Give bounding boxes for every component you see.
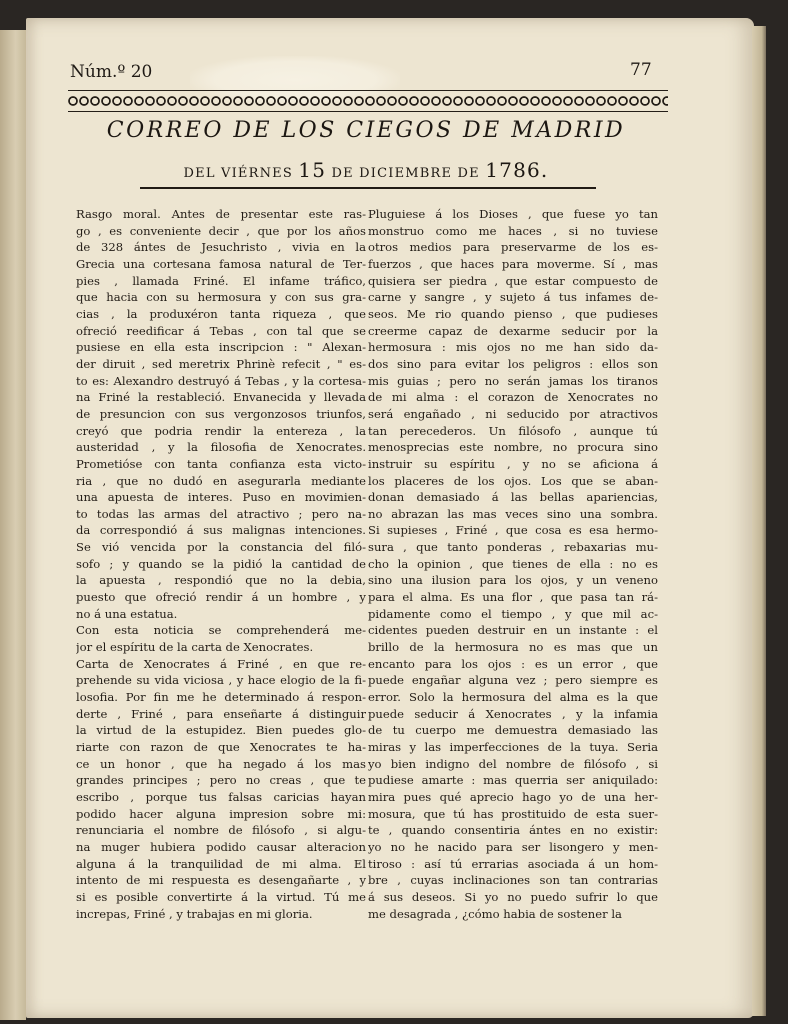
text-line: da correspondió á sus malignas intenciones. (76, 523, 366, 538)
header-rule (140, 187, 596, 189)
text-line: pidamente como el tiempo , y que mil ac- (368, 606, 658, 621)
text-line: pusiese en ella esta inscripcion : " Alexan- (76, 340, 366, 355)
text-line: pudiese amarte : mas querria ser aniquilado: (368, 773, 658, 788)
text-line: mira pues qué aprecio hago yo de una her- (368, 789, 658, 804)
text-line: Carta de Xenocrates á Friné , en que re- (76, 656, 366, 671)
text-line: no abrazan las mas veces sino una sombra. (368, 506, 658, 521)
text-line: mis guias ; pero no serán jamas los tiranos (368, 373, 658, 388)
text-line: hermosura : mis ojos no me han sido da- (368, 340, 658, 355)
text-line: brillo de la hermosura no es mas que un (368, 640, 658, 655)
text-line: Se vió vencida por la constancia del filó- (76, 540, 366, 555)
text-line: bre , cuyas inclinaciones son tan contrarias (368, 873, 658, 888)
left-text-column (76, 206, 366, 922)
text-line: Prometióse con tanta confianza esta victo- (76, 456, 366, 471)
text-line: alguna á la tranquilidad de mi alma. El (76, 856, 366, 871)
dateline-year: 1786. (485, 158, 549, 182)
text-line: de 328 ántes de Jesuchristo , vivia en la (76, 240, 366, 255)
text-line: yo bien indigno del nombre de filósofo , si (368, 756, 658, 771)
text-line: me desagrada , ¿cómo habia de sostener la (368, 906, 622, 921)
text-line: cias , la produxéron tanta riqueza , que (76, 306, 366, 321)
text-line: carne y sangre , y sujeto á tus infames de- (368, 290, 658, 305)
text-line: que hacia con su hermosura y con sus gra- (76, 290, 366, 305)
text-line: jor el espíritu de la carta de Xenocrates. (76, 640, 314, 655)
newspaper-title: CORREO DE LOS CIEGOS DE MADRID (106, 118, 626, 143)
text-line: de mi alma : el corazon de Xenocrates no (368, 390, 658, 405)
text-line: yo no he nacido para ser lisongero y men- (368, 839, 658, 854)
text-line: Si supieses , Friné , que cosa es esa hermo- (368, 523, 658, 538)
text-line: ofreció reedificar á Tebas , con tal que se (76, 323, 366, 338)
text-line: tiroso : así tú errarias asociada á un hom- (368, 856, 658, 871)
text-line: to todas las armas del atractivo ; pero na- (76, 506, 366, 521)
text-line: grandes principes ; pero no creas , que te (76, 773, 366, 788)
text-line: quisiera ser piedra , que estar compuesto de (368, 273, 658, 288)
text-line: de tu cuerpo me demuestra demasiado las (368, 723, 658, 738)
text-line: losofia. Por fin me he determinado á respon- (76, 690, 366, 705)
text-line: ce un honor , que ha negado á los mas (76, 756, 366, 771)
text-line: riarte con razon de que Xenocrates te ha- (76, 740, 366, 754)
text-line: para el alma. Es una flor , que pasa tan rá- (368, 590, 658, 605)
text-line: puede engañar alguna vez ; pero siempre es (368, 673, 658, 688)
text-line: Rasgo moral. Antes de presentar este ras- (76, 207, 366, 221)
text-line: á sus deseos. Si yo no puedo sufrir lo que (368, 889, 658, 904)
text-line: to es: Alexandro destruyó á Tebas , y la cortesa- (76, 373, 366, 388)
text-line: austeridad , y la filosofia de Xenocrates. (76, 440, 366, 455)
text-line: na muger hubiera podido causar alteracion (76, 839, 366, 854)
text-line: te , quando consentiria ántes en no existir: (368, 823, 658, 838)
decorative-border-ornament (68, 90, 668, 112)
text-line: sura , que tanto ponderas , rebaxarias mu- (368, 540, 658, 555)
text-line: increpas, Friné , y trabajas en mi gloria. (76, 906, 313, 921)
text-line: sino una ilusion para los ojos, y un veneno (368, 573, 658, 588)
right-text-column (368, 206, 658, 922)
text-line: der diruit , sed meretrix Phrinè refecit , " es- (76, 356, 366, 371)
text-line: Con esta noticia se comprehenderá me- (76, 623, 366, 638)
issue-number: Núm.º 20 (70, 62, 153, 82)
text-line: dos sino para evitar los peligros : ellos son (368, 356, 658, 371)
text-line: podido hacer alguna impresion sobre mi: (76, 806, 366, 821)
text-line: renunciaria el nombre de filósofo , si algu- (76, 823, 366, 838)
text-line: seos. Me rio quando pienso , que pudieses (368, 306, 658, 321)
text-line: escribo , porque tus falsas caricias hayan (76, 789, 366, 804)
page-number: 77 (630, 60, 652, 80)
text-line: fuerzos , que haces para moverme. Sí , mas (368, 256, 658, 271)
text-line: encanto para los ojos : es un error , que (368, 656, 658, 671)
text-line: sofo ; y quando se la pidió la cantidad de (76, 556, 366, 571)
text-line: cidentes pueden destruir en un instante : el (368, 623, 658, 638)
text-line: puede seducir á Xenocrates , y la infamia (368, 706, 658, 721)
text-line: cho la opinion , que tienes de ella : no es (368, 556, 658, 571)
text-line: error. Solo la hermosura del alma es la que (368, 690, 658, 705)
text-line: go , es conveniente decir , que por los años (76, 223, 366, 238)
dateline-middle: DE DICIEMBRE DE (331, 166, 480, 181)
text-line: una apuesta de interes. Puso en movimien- (76, 490, 366, 505)
text-line: los placeres de los ojos. Los que se aban- (368, 473, 658, 488)
text-line: puesto que ofreció rendir á un hombre , y (76, 590, 366, 605)
text-line: prehende su vida viciosa , y hace elogio de la fi- (76, 673, 366, 688)
text-line: tan perecederos. Un filósofo , aunque tú (368, 423, 658, 438)
text-line: menosprecias este nombre, no procura sino (368, 440, 658, 455)
text-line: no á una estatua. (76, 606, 178, 621)
text-line: creyó que podria rendir la entereza , la (76, 423, 366, 438)
dateline-prefix: DEL VIÉRNES (183, 166, 293, 181)
dateline-day: 15 (298, 158, 327, 182)
text-line: pies , llamada Friné. El infame tráfico, (76, 273, 366, 288)
text-line: la apuesta , respondió que no la debia, (76, 573, 366, 588)
text-line: na Friné la restableció. Envanecida y llevada (76, 390, 366, 405)
text-line: ria , que no dudó en asegurarla mediante (76, 473, 366, 488)
text-line: miras y las imperfecciones de la tuya. Seria (368, 740, 658, 754)
dateline (60, 158, 672, 182)
page-stack-edge (752, 26, 766, 1016)
text-line: creerme capaz de dexarme seducir por la (368, 323, 658, 338)
text-line: Grecia una cortesana famosa natural de Ter- (76, 256, 366, 271)
text-line: derte , Friné , para enseñarte á distinguir (76, 706, 366, 721)
text-line: instruir su espíritu , y no se aficiona á (368, 456, 658, 471)
text-line: mosura, que tú has prostituido de esta suer- (368, 806, 658, 821)
text-line: otros medios para preservarme de los es- (368, 240, 658, 255)
text-line: Pluguiese á los Dioses , que fuese yo tan (368, 207, 658, 221)
text-line: de presuncion con sus vergonzosos triunfos, (76, 406, 366, 421)
text-line: donan demasiado á las bellas apariencias, (368, 490, 658, 505)
text-line: monstruo como me haces , si no tuviese (368, 223, 658, 238)
text-line: intento de mi respuesta es desengañarte , y (76, 873, 366, 888)
text-line: la virtud de la estupidez. Bien puedes glo- (76, 723, 366, 738)
text-line: será engañado , ni seducido por atractivos (368, 406, 658, 421)
previous-page-edge (0, 30, 26, 1020)
text-line: si es posible convertirte á la virtud. Tú me (76, 889, 366, 904)
